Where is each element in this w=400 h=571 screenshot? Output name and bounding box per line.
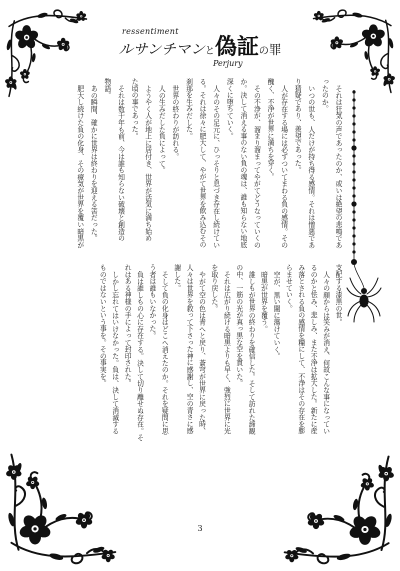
title-part-gishou: 偽証	[214, 34, 259, 60]
page-number: 3	[197, 524, 203, 533]
text-line: それは狂気の声であったのか、或いは絶望の悲鳴であ	[334, 84, 342, 248]
title-subtitle-ressentiment: ressentiment	[122, 27, 179, 36]
title-subtitle-perjury: Perjury	[213, 59, 243, 68]
text-line: 刹那を生みだした。	[184, 78, 193, 140]
text-line: 空が、黒い闇に蕩けていく。	[271, 270, 280, 360]
text-line: 人々のその足元に、ひっそりと息づき存在し続けてい	[211, 84, 220, 248]
text-line: る。それは徐々に肥大して、やがて世界を飲み込むその	[198, 78, 207, 248]
text-line: 醜く、不浄が世界に満ちを穿く。	[266, 78, 275, 180]
text-line: 世界の終わりが訪れる。	[170, 84, 179, 160]
title-part-ressentiment: ルサンチマン	[118, 42, 205, 58]
body-text-lower-tier	[96, 264, 344, 444]
text-line: ものではないという事を。その事実を。	[98, 264, 107, 387]
text-line: いつの世も、人だけが持ち得る感情。それは憎悪であ	[306, 84, 315, 248]
text-line: ったのか。	[320, 78, 329, 112]
text-line: それは数千年も前、今は誰も知らない破壊と創造の	[116, 84, 125, 242]
text-line: れはある神様の手によって封印された。	[123, 264, 132, 387]
text-line: 人々は世界を救って下さった神に感謝し、空の青さに感	[185, 264, 194, 434]
title-part-no: の	[258, 46, 269, 57]
chain-spider-ornament	[346, 86, 382, 326]
body-text-upper-tier	[72, 78, 344, 258]
text-line: 暗黒が世界を覆う。	[259, 270, 268, 332]
text-line: う者は誰もいなかった。	[147, 264, 156, 339]
text-line: それは広がり続ける暗黒よりも早く、強烈に世界に光	[222, 270, 231, 434]
spider-icon	[347, 278, 381, 322]
text-line: み落とされる負の感情を糧にして、不浄はその存在を膨	[296, 264, 305, 434]
chain	[351, 90, 364, 288]
text-line: を取り戻した。	[209, 264, 218, 312]
title-part-tsumi: 罪	[268, 42, 282, 57]
text-line: るのかと怯み、悲しみ、また不浄は拡大した。新たに産	[309, 264, 318, 434]
corner-ornament-bottom-left	[2, 450, 120, 566]
text-line: 深くに堕ちていく。	[225, 78, 234, 140]
text-line: か。決して消える事のない負の魂は、誰も知らない地底	[238, 78, 247, 248]
text-line: らませていく。	[284, 264, 293, 312]
text-line: やがて空の色は青へと戻り、蒼穹が世界に戻った時、	[197, 270, 206, 434]
text-line: の中、一筋の光が真っ黒な空を貫いた。	[234, 264, 243, 387]
text-line: しかし忘れてはいけなかった。負は、決して消滅する	[110, 270, 119, 434]
text-line: 人の生みだした負によって。	[157, 84, 166, 174]
text-line: 物語。	[102, 78, 111, 99]
text-line: あの瞬間、確かに世界は終わりを迎える筈だった。	[89, 84, 98, 242]
text-line: り猜疑であり、羨望であった。	[293, 78, 302, 174]
text-line: 謝した。	[172, 264, 181, 292]
text-line: その不浄が、溜まり溜まってやがてどうなっていくの	[252, 84, 261, 248]
text-line: 人々の顔からは笑みが消え、何故こんな事になってい	[321, 270, 330, 434]
title-part-to: と	[204, 46, 215, 57]
page-title	[0, 34, 400, 65]
text-line: 誰しもが世界の終わりを確信した。そして訪れた諦観	[247, 270, 256, 434]
text-line: 人が存在する場には必ずついてまわる負の感情。その	[279, 84, 288, 248]
text-line: 負は誰しもの心に存在する。決して切り離せぬ存在。そ	[135, 270, 144, 441]
corner-ornament-bottom-right	[280, 452, 398, 566]
text-line: そして負の化身はどこへ消えたのか。それを疑問に思	[160, 270, 169, 434]
text-line: 肥大し続けた負の化身、その瘴気が世界を覆い暗黒が	[75, 84, 84, 248]
text-line: 支配する漆黒の世。	[334, 264, 342, 326]
text-line: た頃の事であった。	[130, 78, 139, 140]
text-line: ようやく人が地上に居付き、世界が活気に満ち始め	[143, 84, 152, 242]
